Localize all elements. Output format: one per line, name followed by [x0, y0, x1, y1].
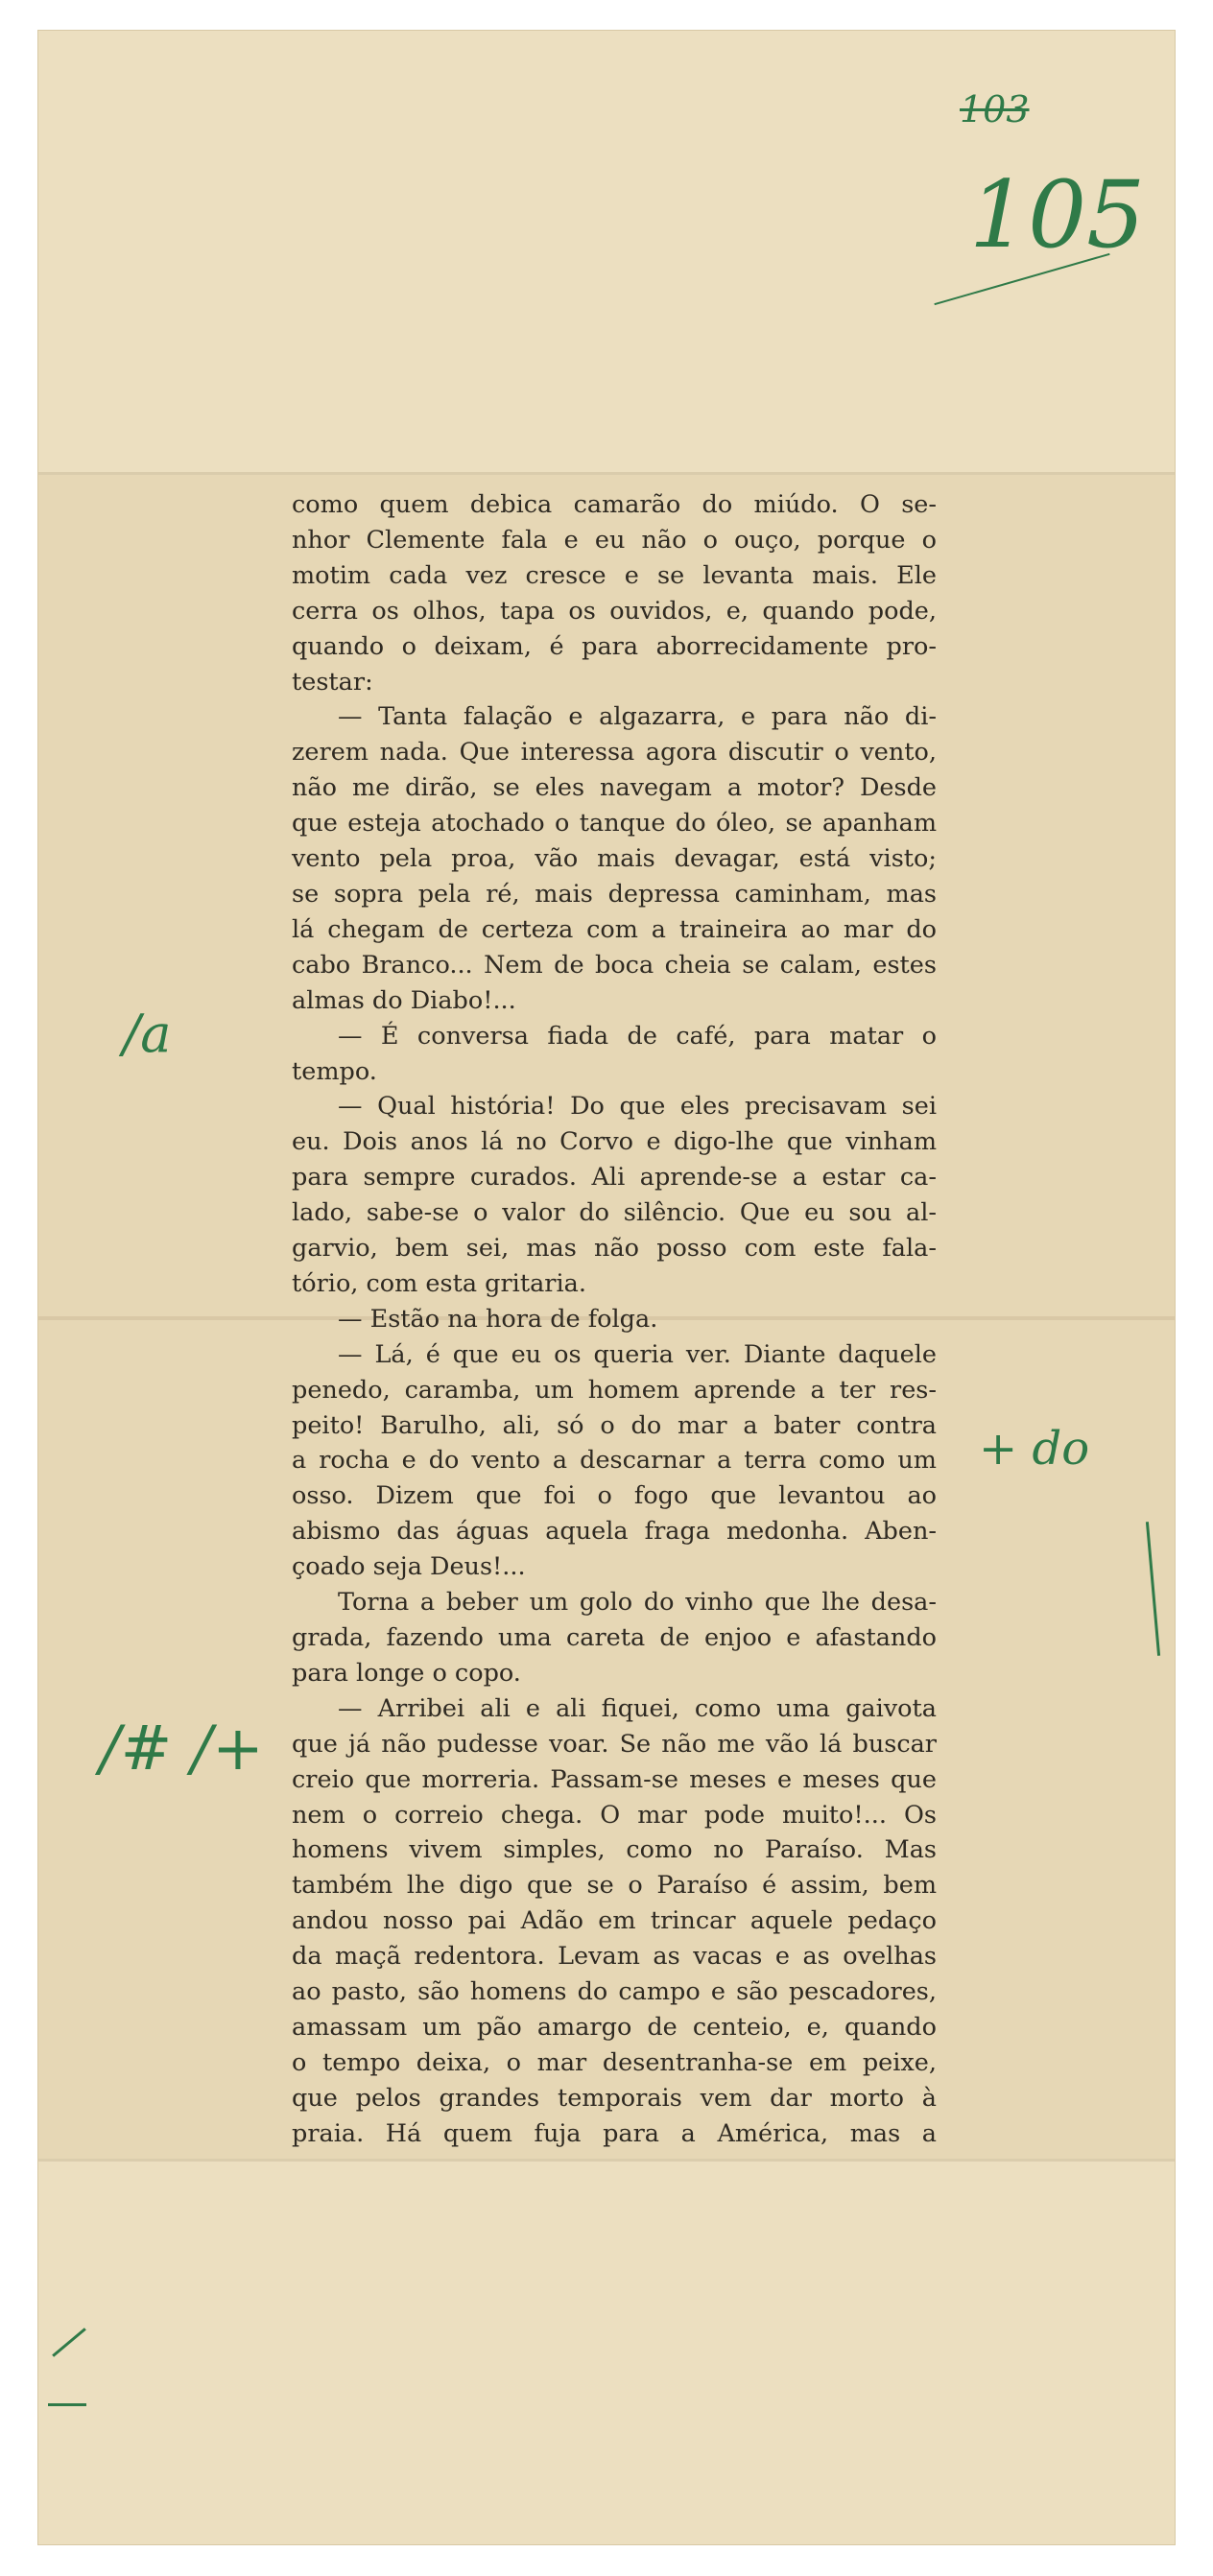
- text-line: não me dirão, se eles navegam a motor? Desde: [292, 773, 937, 803]
- text-line: para longe o copo.: [292, 1658, 521, 1688]
- text-line: — Arribei ali e ali fiquei, como uma gaivota: [338, 1693, 937, 1723]
- text-line: vento pela proa, vão mais devagar, está visto;: [292, 844, 937, 874]
- text-line: lá chegam de certeza com a traineira ao mar do: [292, 914, 937, 944]
- text-line: abismo das águas aquela fraga medonha. Aben-: [292, 1517, 937, 1547]
- text-line: para sempre curados. Ali aprende-se a estar ca-: [292, 1163, 937, 1193]
- text-line: Torna a beber um golo do vinho que lhe desa-: [338, 1588, 937, 1618]
- body-text: [292, 487, 937, 2152]
- text-line: ao pasto, são homens do campo e são pescadores,: [292, 1977, 937, 2007]
- text-line: que esteja atochado o tanque do óleo, se apanham: [292, 809, 937, 839]
- text-line: testar:: [292, 667, 373, 697]
- text-line: que pelos grandes temporais vem dar morto à: [292, 2083, 937, 2113]
- text-line: andou nosso pai Adão em trincar aquele pedaço: [292, 1906, 937, 1936]
- struck-page-number: 103: [960, 88, 1030, 130]
- text-line: que já não pudesse voar. Se não me vão lá buscar: [292, 1729, 937, 1759]
- text-line: osso. Dizem que foi o fogo que levantou ao: [292, 1481, 937, 1511]
- fold-line-bottom: [38, 2159, 1175, 2162]
- text-line: nem o correio chega. O mar pode muito!... Os: [292, 1800, 937, 1830]
- text-line: tório, com esta gritaria.: [292, 1268, 586, 1298]
- text-line: penedo, caramba, um homem aprende a ter res-: [292, 1375, 937, 1405]
- text-line: zerem nada. Que interessa agora discutir o vento,: [292, 738, 937, 768]
- text-line: almas do Diabo!...: [292, 985, 516, 1015]
- margin-note-left-lower: /# /+: [100, 1713, 264, 1784]
- text-line: — Estão na hora de folga.: [338, 1304, 658, 1334]
- text-line: como quem debica camarão do miúdo. O se-: [292, 490, 937, 519]
- text-line: motim cada vez cresce e se levanta mais. Ele: [292, 560, 937, 590]
- text-line: creio que morreria. Passam-se meses e meses que: [292, 1764, 937, 1794]
- text-line: grada, fazendo uma careta de enjoo e afastando: [292, 1623, 937, 1652]
- fold-line-top: [38, 472, 1175, 475]
- text-line: nhor Clemente fala e eu não o ouço, porque o: [292, 525, 937, 555]
- text-line: cabo Branco... Nem de boca cheia se calam, estes: [292, 950, 937, 980]
- text-line: cerra os olhos, tapa os ouvidos, e, quando pode,: [292, 596, 937, 626]
- text-line: a rocha e do vento a descarnar a terra como um: [292, 1446, 937, 1476]
- text-line: — Tanta falação e algazarra, e para não di-: [338, 702, 937, 732]
- text-line: amassam um pão amargo de centeio, e, quando: [292, 2012, 937, 2042]
- margin-note-left-upper: /a: [123, 1004, 172, 1064]
- margin-note-right-middle: + do: [979, 1422, 1090, 1476]
- text-line: — Qual história! Do que eles precisavam sei: [338, 1092, 937, 1122]
- text-line: também lhe digo que se o Paraíso é assim, bem: [292, 1871, 937, 1901]
- pen-stroke-left-edge-lower: [48, 2403, 86, 2406]
- text-line: çoado seja Deus!...: [292, 1552, 526, 1582]
- text-line: eu. Dois anos lá no Corvo e digo-lhe que vinham: [292, 1127, 937, 1157]
- text-line: da maçã redentora. Levam as vacas e as ovelhas: [292, 1942, 937, 1972]
- text-line: o tempo deixa, o mar desentranha-se em peixe,: [292, 2047, 937, 2077]
- text-line: homens vivem simples, como no Paraíso. Mas: [292, 1835, 937, 1865]
- page-number: 105: [969, 161, 1146, 269]
- text-line: se sopra pela ré, mais depressa caminham, mas: [292, 879, 937, 909]
- text-line: lado, sabe-se o valor do silêncio. Que eu sou al-: [292, 1198, 937, 1228]
- text-line: — Lá, é que eu os queria ver. Diante daquele: [338, 1339, 937, 1369]
- text-line: — É conversa fiada de café, para matar o: [338, 1021, 937, 1051]
- text-line: garvio, bem sei, mas não posso com este fala-: [292, 1234, 937, 1264]
- text-line: quando o deixam, é para aborrecidamente pro-: [292, 631, 937, 661]
- text-line: tempo.: [292, 1056, 377, 1086]
- text-line: praia. Há quem fuja para a América, mas a: [292, 2118, 937, 2148]
- text-line: peito! Barulho, ali, só o do mar a bater contra: [292, 1410, 937, 1440]
